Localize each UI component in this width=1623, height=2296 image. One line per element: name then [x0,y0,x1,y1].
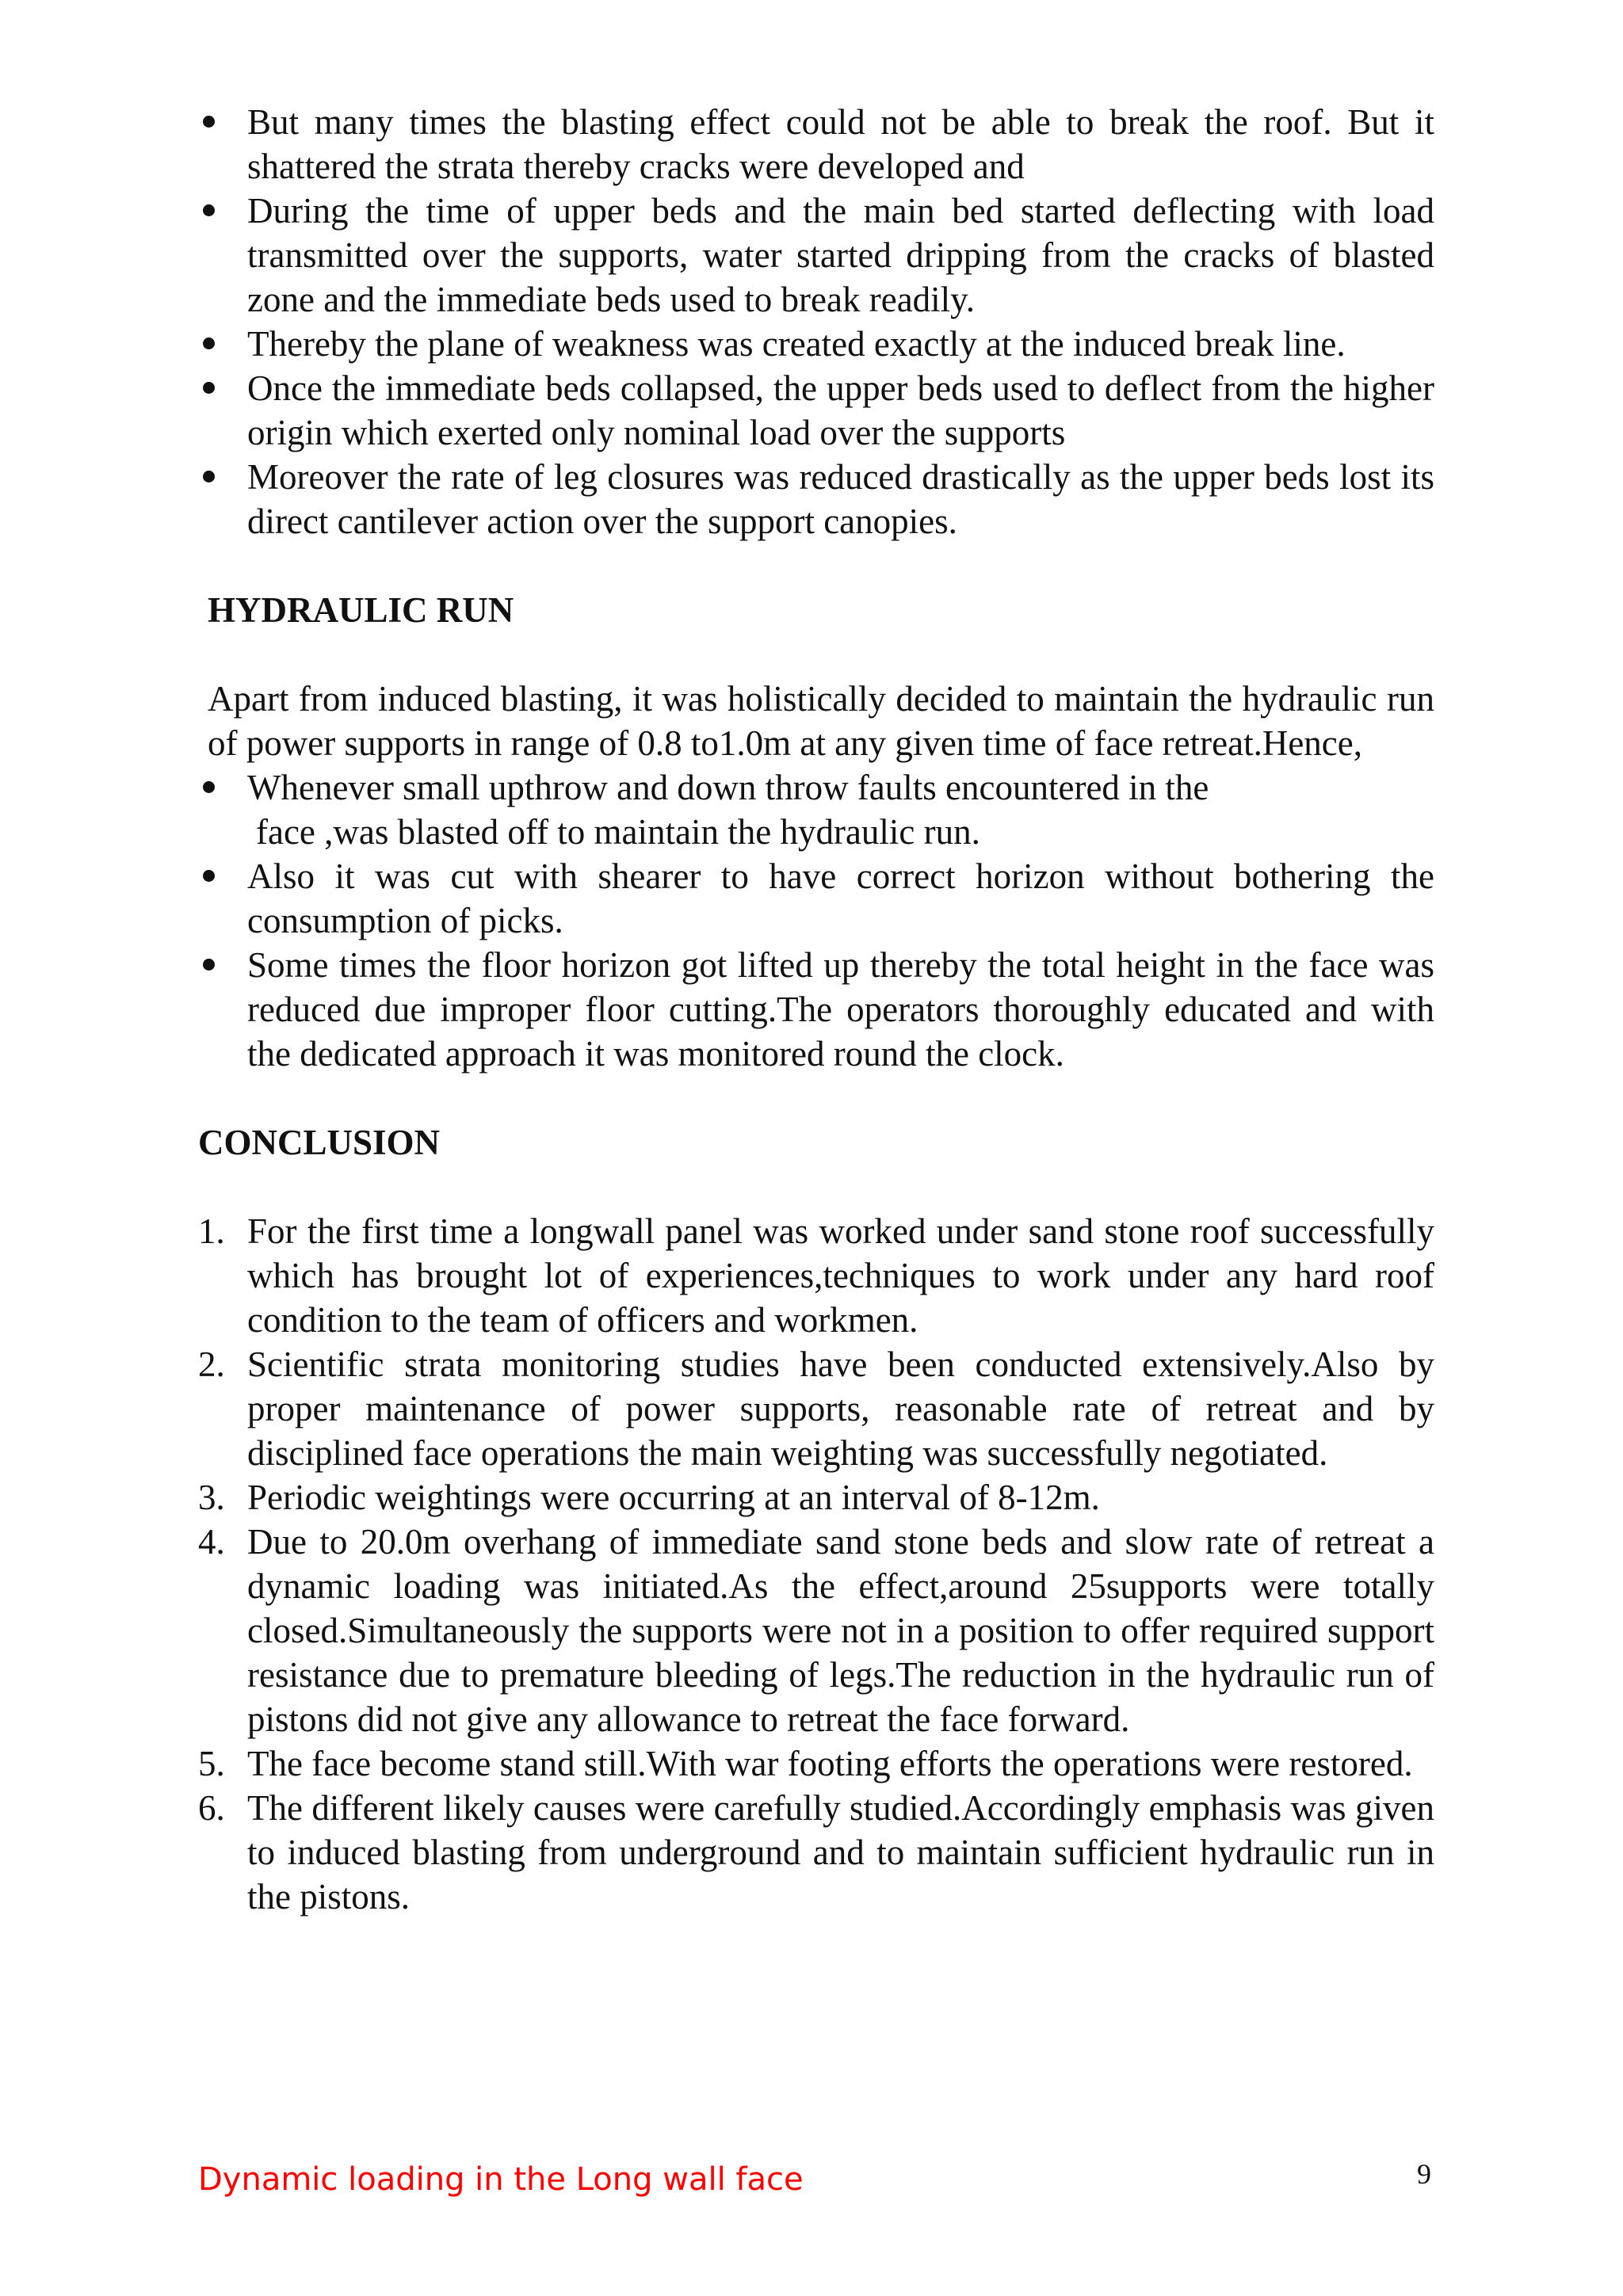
list-item-text: Once the immediate beds collapsed, the upper beds used to deflect from the higher origin which exerted only nominal load over the supports [247,368,1434,452]
list-item [198,1786,1434,1919]
list-item [198,322,1434,366]
list-item-text: Periodic weightings were occurring at an interval of 8-12m. [247,1478,1100,1517]
list-item [198,1209,1434,1342]
page-content [198,100,1434,1919]
top-bullet-list [198,100,1434,543]
list-item-text: Thereby the plane of weakness was created exactly at the induced break line. [247,324,1346,364]
list-item-text: The different likely causes were carefully studied.Accordingly emphasis was given to induced blasting from underground and to maintain sufficient hydraulic run in the pistons. [247,1788,1434,1917]
list-item-text: Scientific strata monitoring studies have been conducted extensively.Also by proper maintenance of power supports, reasonable rate of retreat and by disciplined face operations the main weighting was successfully negotiated. [247,1344,1434,1473]
list-item-text: For the first time a longwall panel was worked under sand stone roof successfully which has brought lot of experiences,techniques to work under any hard roof condition to the team of officers and workmen. [247,1211,1434,1340]
conclusion-heading: CONCLUSION [198,1123,441,1162]
list-item-text: Also it was cut with shearer to have correct horizon without bothering the consumption of picks. [247,856,1434,940]
list-item [198,765,1434,854]
conclusion-list [198,1209,1434,1919]
bullet-icon [203,781,215,793]
list-item [198,366,1434,455]
hydraulic-run-heading: HYDRAULIC RUN [208,590,514,630]
list-item [198,455,1434,543]
list-item [198,1342,1434,1475]
bullet-icon [203,959,215,971]
list-number: 1. [198,1211,225,1251]
list-item-text: But many times the blasting effect could not be able to break the roof. But it shattered the strata thereby cracks were developed and [247,102,1434,186]
list-number: 6. [198,1788,225,1828]
list-item [198,1475,1434,1520]
bullet-icon [203,338,215,349]
list-item-text: Moreover the rate of leg closures was reduced drastically as the upper beds lost its direct cantilever action over the support canopies. [247,457,1434,541]
list-item [198,189,1434,322]
list-item [198,1520,1434,1741]
list-number: 3. [198,1478,225,1517]
list-item [198,943,1434,1076]
bullet-icon [203,471,215,482]
hydraulic-run-bullet-list [198,765,1434,1076]
list-item-text: Some times the floor horizon got lifted up thereby the total height in the face was reduced due improper floor cutting.The operators thoroughly educated and with the dedicated approach it was monitored round the clock. [247,945,1434,1074]
list-number: 5. [198,1744,225,1783]
list-item [198,1741,1434,1786]
list-item [198,854,1434,943]
list-item-text: During the time of upper beds and the main bed started deflecting with load transmitted over the supports, water started dripping from the cracks of blasted zone and the immediate beds used to break readily. [247,191,1434,319]
bullet-icon [203,116,215,128]
hydraulic-run-paragraph: Apart from induced blasting, it was holistically decided to maintain the hydraulic run of power supports in range of 0.8 to1.0m at any given time of face retreat.Hence, [208,679,1434,763]
list-item-text: Whenever small upthrow and down throw faults encountered in the [247,768,1209,807]
bullet-icon [203,382,215,394]
list-item-text-continued: face ,was blasted off to maintain the hydraulic run. [256,812,980,852]
list-number: 2. [198,1344,225,1384]
list-number: 4. [198,1522,225,1562]
list-item [198,100,1434,189]
footer-title: Dynamic loading in the Long wall face [198,2161,804,2198]
list-item-text: The face become stand still.With war footing efforts the operations were restored. [247,1744,1413,1783]
page-number: 9 [1417,2158,1431,2190]
bullet-icon [203,870,215,882]
bullet-icon [203,204,215,216]
list-item-text: Due to 20.0m overhang of immediate sand stone beds and slow rate of retreat a dynamic loading was initiated.As the effect,around 25supports were totally closed.Simultaneously the supports were not in a position to offer required support resistance due to premature bleeding of legs.The reduction in the hydraulic run of pistons did not give any allowance to retreat the face forward. [247,1522,1434,1739]
